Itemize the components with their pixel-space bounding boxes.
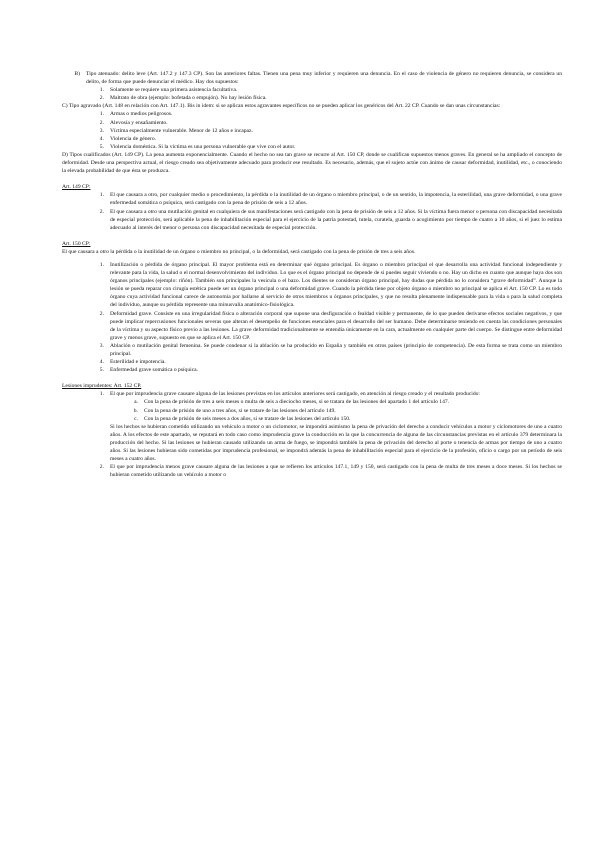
list-item <box>62 191 562 207</box>
sub-list-text: Con la pena de prisión de uno a tres años, si se tratare de las lesiones del artículo 149. <box>144 407 336 414</box>
tipo-agravado-paragraph: C) Tipo agravado (Art. 148 en relación con Art. 147.1). Bis in idem: si se aplican estos agravantes específicos no se pueden aplicar los genéricos del Art. 22 CP. Cuando se dan unas circunstancias: <box>62 103 501 110</box>
list-text: Solamente se requiere una primera asistencia facultativa. <box>110 87 238 94</box>
list-item <box>62 94 562 102</box>
list-item <box>62 110 562 118</box>
list-number: 5. <box>99 367 104 374</box>
list-item <box>62 86 562 94</box>
art150-intro: El que causara a otro la pérdida o la inutilidad de un órgano o miembro no principal, o la deformidad, será castigado con la pena de prisión de tres a seis años. <box>62 248 416 255</box>
list-item <box>62 135 562 143</box>
list-number: 5. <box>99 143 104 150</box>
sub-list-item <box>62 398 562 406</box>
list-number: 1. <box>99 111 104 118</box>
list-text: Violencia doméstica. Si la víctima es una persona vulnerable que vive con el autor. <box>110 143 296 150</box>
list-item <box>62 366 562 374</box>
sub-list-letter: b. <box>133 407 138 414</box>
list-number: 4. <box>99 359 104 366</box>
list-item <box>62 358 562 366</box>
paragraph-text: Tipo atenuado: delito leve (Art. 147.2 y 147.3 CP). Son las anteriores faltas. Tienen una pena muy inferior y requieren una denuncia. En el caso de violencia de género no requieren denuncia, se considera un delito, de forma que puede denunciar el médico. Hay dos supuestos: <box>86 71 562 86</box>
list-text: Ablación o mutilación genital femenina. Se puede condenar si la ablación se ha producido en España y también en otros países (principio de competencia). De esta forma se trata como un miembro principal. <box>110 342 562 357</box>
list-item <box>62 342 562 358</box>
document-page <box>62 70 562 479</box>
vehicle-paragraph: Si los hechos se hubieran cometido utilizando un vehículo a motor o un ciclomotor, se impondrá asimismo la pena de privación del derecho a conducir vehículos a motor y ciclomotores de uno a cuatro años. A los efectos de este apartado, se reputará en todo caso como imprudencia grave la conducción en la que la concurrencia de alguna de las circunstancias previstas en el artículo 379 determinara la producción del hecho. Si las lesiones se hubieran causado utilizando un arma de fuego, se impondrá también la pena de privación del derecho al porte o tenencia de armas por tiempo de uno a cuatro años. Si las lesiones hubieran sido cometidas por imprudencia profesional, se impondrá además la pena de inhabilitación especial para el ejercicio de la profesión, oficio o cargo por un período de seis meses a cuatro años. <box>110 423 562 463</box>
list-text: Maltrato de obra (ejemplo: bofetada o empujón). No hay lesión física. <box>110 95 267 102</box>
tipo-atenuado-paragraph <box>62 70 562 86</box>
list-number: 2. <box>99 95 104 102</box>
list-text: Esterilidad e impotencia. <box>110 359 166 366</box>
list-text: El que por imprudencia menos grave causare alguna de las lesiones a que se refieren los artículos 147.1, 149 y 150, será castigado con la pena de multa de tres meses a doce meses. Si los hechos se hubieran cometido utilizando un vehículo a motor o <box>110 464 562 479</box>
list-item <box>62 463 562 479</box>
list-number: 2. <box>99 208 104 215</box>
list-number: 1. <box>99 261 104 268</box>
list-text: Alevosía y ensañamiento. <box>110 119 168 126</box>
list-text: El que causara a otro una mutilación genital en cualquiera de sus manifestaciones será castigado con la pena de prisión de seis a 12 años. Si la víctima fuera menor o persona con discapacidad necesitada de especial protección, será aplicable la pena de inhabilitación especial para el ejercicio de la patria potestad, tutela, curatela, guarda o acogimiento por tiempo de cuatro a 10 años, si el juez lo estima adecuado al interés del menor o persona con discapacidad necesitada de especial protección. <box>110 208 562 231</box>
list-number: 3. <box>99 127 104 134</box>
list-number: 2. <box>99 310 104 317</box>
list-item <box>62 119 562 127</box>
sub-list-letter: a. <box>134 399 138 406</box>
art152-heading: Lesiones imprudentes: Art. 152 CP. <box>62 383 142 390</box>
list-item <box>62 261 562 310</box>
list-item <box>62 310 562 342</box>
list-item <box>62 127 562 135</box>
list-text: El que causara a otro, por cualquier medio o procedimiento, la pérdida o la inutilidad de un órgano o miembro principal, o de un sentido, la impotencia, la esterilidad, una grave deformidad, o una grave enfermedad somática o psíquica, será castigado con la pena de prisión de seis a 12 años. <box>110 192 562 207</box>
list-text: Enfermedad grave somática o psíquica. <box>110 367 199 374</box>
sub-list-item <box>62 415 562 423</box>
list-item <box>62 390 562 398</box>
sub-list-item <box>62 407 562 415</box>
list-number: 3. <box>99 342 104 349</box>
list-item <box>62 208 562 232</box>
sub-list-text: Con la pena de prisión de seis meses a dos años, si se tratare de las lesiones del artículo 150. <box>144 415 351 422</box>
list-text: Inutilización o pérdida de órgano principal. El mayor problema está en determinar qué órgano principal. Es órgano o miembro principal el que desarrolla una actividad funcional independiente y relevante para la vida, la salud o el normal desenvolvimiento del individuo. Lo que es el órgano principal no depende de si puedes seguir viviendo o no. Hay un dicho en cuanto que aunque haya dos son órganos principales (ejemplo: riñón). También son principales la vesícula o el bazo. Los dientes se consideran órgano principal, hay dudas que pérdida no lo considera “grave deformidad”. Aunque la lesión se pueda reparar con cirugía estética puede ser un órgano principal o una deformidad grave. Cuando la pérdida tiene por objeto órgano o miembro no principal se aplica el Art. 150 CP. Lo es todo órgano cuya actividad funcional carece de autonomía por hallarse al servicio de otros miembros u órganos principales, y que no resulta plenamente indispensable para la vida o para la salud completa del individuo, aunque su pérdida represente una minusvalía anatómico-fisiológica. <box>110 261 562 309</box>
list-number: 4. <box>99 135 104 142</box>
list-text: El que por imprudencia grave causare alguna de las lesiones previstas en los artículos anteriores será castigado, en atención al riesgo creado y el resultado producido: <box>110 391 480 398</box>
sub-list-letter: c. <box>134 415 138 422</box>
art150-heading: Art. 150 CP: <box>62 240 91 247</box>
section-marker: B) <box>74 71 80 77</box>
list-number: 1. <box>99 391 104 398</box>
list-text: Violencia de género. <box>110 135 157 142</box>
list-number: 2. <box>99 119 104 126</box>
list-text: Deformidad grave. Consiste en una irregularidad física o alteración corporal que supone una desfiguración o fealdad visible y permanente, de lo que pueden derivarse efectos sociales negativos, y que puede implicar repercusiones funcionales severas que alteran el desempeño de funciones esenciales para el desarrollo del ser humano. Debe determinarse teniendo en cuenta las condiciones personales de la víctima y su aspecto físico previo a las lesiones. La grave deformidad tradicionalmente se entendía únicamente en la cara, actualmente en cualquier parte del cuerpo. Se distingue entre deformidad grave y menos grave, supuesto en que se aplica el Art. 150 CP. <box>110 310 562 341</box>
list-text: Víctima especialmente vulnerable. Menor de 12 años e incapaz. <box>110 127 253 134</box>
tipos-cualificados-paragraph: D) Tipos cualificados (Art. 149 CP). La pena aumenta exponencialmente. Cuando el hecho no sea tan grave se recurre al Art. 150 CP, donde se cualifican supuestos menos graves. En general se ha ampliado el concepto de deformidad. Desde una perspectiva actual, el riesgo creado sea objetivamente adecuado para producir ese resultado. Es necesario, además, que el sujeto actúe con ánimo de causar deformidad, inutilidad, etc., o conociendo la elevada probabilidad de que ésta se produzca. <box>62 151 562 175</box>
list-number: 1. <box>99 192 104 199</box>
list-text: Armas o medios peligrosos. <box>110 111 173 118</box>
list-number: 2. <box>99 464 104 471</box>
list-item <box>62 143 562 151</box>
art149-heading: Art. 149 CP: <box>62 184 91 191</box>
list-number: 1. <box>99 87 104 94</box>
sub-list-text: Con la pena de prisión de tres a seis meses o multa de seis a dieciocho meses, si se tratara de las lesiones del apartado 1 del artículo 147. <box>144 399 450 406</box>
